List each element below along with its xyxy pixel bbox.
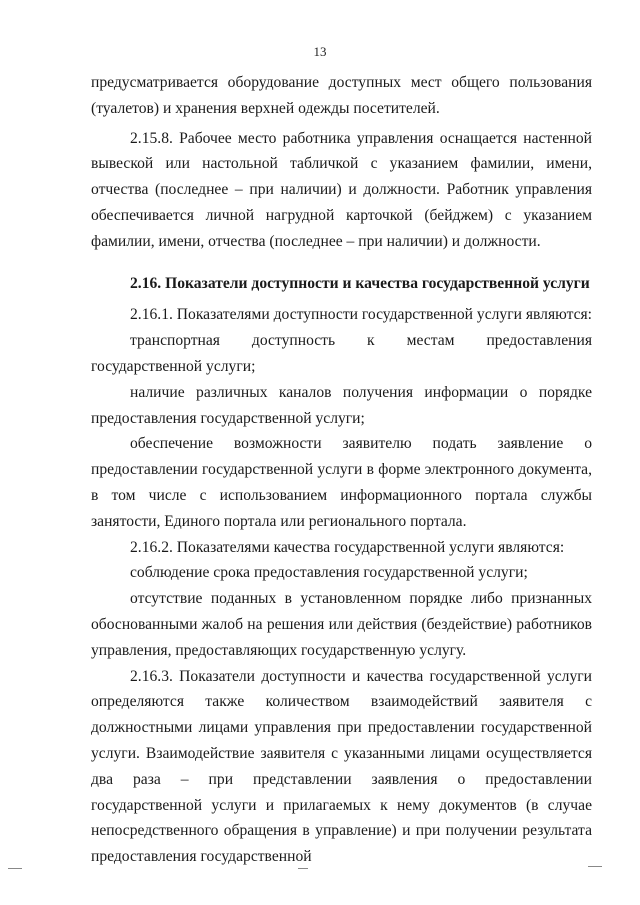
paragraph-2-16-2: 2.16.2. Показателями качества государственной услуги являются: (130, 538, 565, 556)
scan-mark-left (8, 868, 22, 869)
section-heading-2-16: 2.16. Показатели доступности и качества государственной услуги (130, 274, 590, 292)
paragraph-transport-accessibility: транспортная доступность к местам предоставления государственной услуги; (91, 332, 592, 375)
scan-mark-right (588, 866, 602, 867)
paragraph-2-16-1: 2.16.1. Показателями доступности государственной услуги являются: (130, 306, 593, 324)
scan-mark-center (298, 868, 308, 869)
paragraph-information-channels: наличие различных каналов получения информации о порядке предоставления государственной услуги; (91, 383, 592, 427)
paragraph-electronic-application: обеспечение возможности заявителю подать заявление о предоставлении государственной услуги в форме электронного документа, в том числе с использованием информационного портала службы занятости, Единого портала или регионального портала. (91, 435, 592, 530)
paragraph-deadline-compliance: соблюдение срока предоставления государственной услуги; (130, 564, 528, 582)
document-body (91, 70, 592, 870)
paragraph-no-complaints: отсутствие поданных в установленном порядке либо признанных обоснованными жалоб на решения или действия (бездействие) работников управления, предоставляющих государственную услугу. (91, 590, 592, 659)
paragraph-continuation: предусматривается оборудование доступных мест общего пользования (туалетов) и хранения верхней одежды посетителей. (91, 74, 592, 117)
paragraph-2-16-3: 2.16.3. Показатели доступности и качества государственной услуги определяются также количеством взаимодействий заявителя с должностными лицами управления при предоставлении государственной услуги. Взаимодействие заявителя с указанными лицами осуществляется два раза – при представлении заявления о предоставлении государственной услуги и прилагаемых к нему документов (в случае непосредственного обращения в управление) и при получении результата предоставления государственной (91, 667, 592, 866)
page-number: 13 (313, 44, 327, 59)
paragraph-2-15-8: 2.15.8. Рабочее место работника управления оснащается настенной вывеской или настольной табличкой с указанием фамилии, имени, отчества (последнее – при наличии) и должности. Работник управления обеспечивается личной нагрудной карточкой (бейджем) с указанием фамилии, имени, отчества (последнее – при наличии) и должности. (91, 129, 592, 250)
